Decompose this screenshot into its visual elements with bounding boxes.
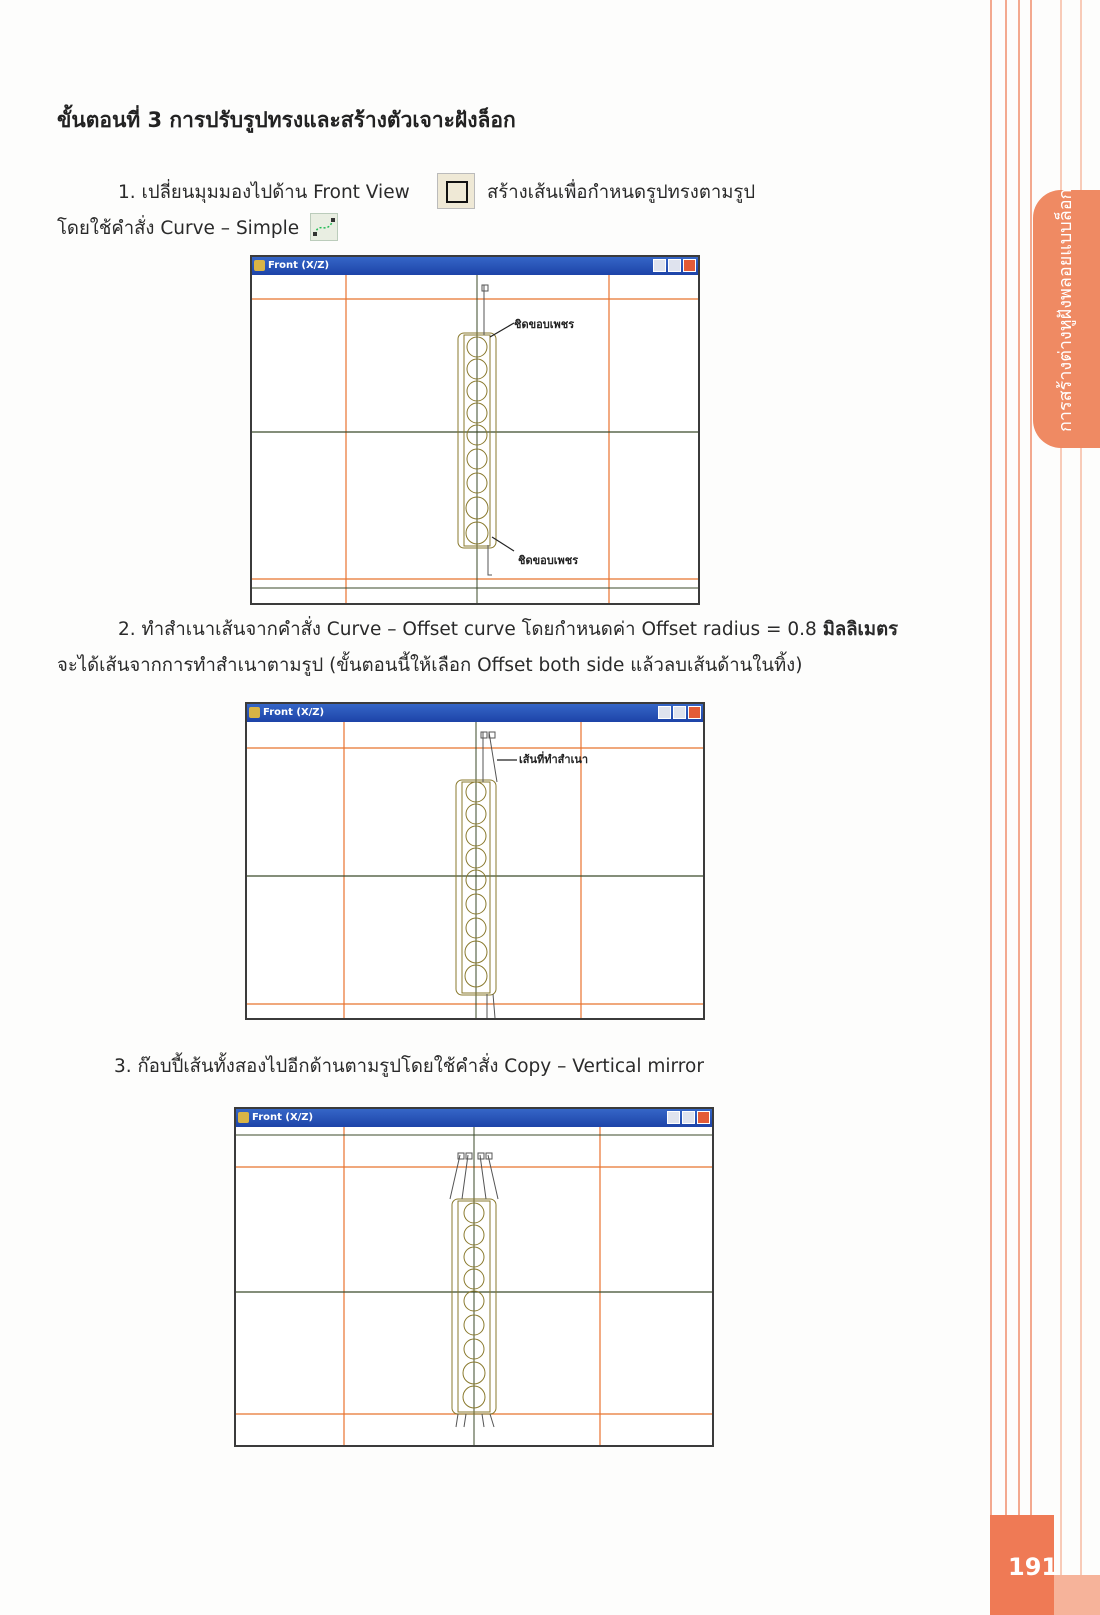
step1-line1-continued: สร้างเส้นเพื่อกำหนดรูปทรงตามรูป	[487, 182, 756, 203]
window-titlebar	[252, 257, 698, 275]
step1-line1-text: 1. เปลี่ยนมุมมองไปด้าน Front View	[118, 182, 410, 203]
callout-label: ชิดขอบเพชร	[514, 318, 575, 331]
page-number: 191	[1008, 1553, 1059, 1581]
viewport-drawing	[252, 275, 698, 603]
minimize-icon[interactable]	[667, 1111, 680, 1124]
window-title: Front (X/Z)	[263, 707, 325, 718]
viewport[interactable]	[252, 275, 698, 603]
chapter-side-title: การสร้างต่างหูฝังพลอยแบบล็อก	[1055, 188, 1076, 432]
step2-line1-text	[118, 615, 898, 644]
decor-stripe	[1005, 0, 1007, 1615]
app-icon	[254, 260, 265, 271]
step2-line2-text: จะได้เส้นจากการทำสำเนาตามรูป (ขั้นตอนนี้ให้เลือก Offset both side แล้วลบเส้นด้านในทิ้ง)	[57, 655, 803, 676]
decor-stripe	[1030, 0, 1032, 1615]
cad-window-front-3	[234, 1107, 714, 1447]
curve-simple-icon	[310, 213, 338, 241]
front-view-icon	[437, 173, 475, 209]
decor-stripe	[990, 0, 992, 1615]
decor-stripe	[1018, 0, 1020, 1615]
maximize-icon[interactable]	[673, 706, 686, 719]
window-title: Front (X/Z)	[268, 260, 330, 271]
close-icon[interactable]	[688, 706, 701, 719]
minimize-icon[interactable]	[658, 706, 671, 719]
app-icon	[249, 707, 260, 718]
window-title: Front (X/Z)	[252, 1112, 314, 1123]
maximize-icon[interactable]	[668, 259, 681, 272]
step2-unit-bold: มิลลิเมตร	[822, 619, 899, 640]
maximize-icon[interactable]	[682, 1111, 695, 1124]
step1-line2-text: โดยใช้คำสั่ง Curve – Simple	[57, 218, 300, 239]
step-heading: ขั้นตอนที่ 3 การปรับรูปทรงและสร้างตัวเจาะฝังล็อก	[57, 108, 516, 132]
step2-line1-regular: 2. ทำสำเนาเส้นจากคำสั่ง Curve – Offset curve โดยกำหนดค่า Offset radius = 0.8	[118, 619, 817, 640]
window-titlebar	[247, 704, 703, 722]
close-icon[interactable]	[697, 1111, 710, 1124]
page-number-decor	[1054, 1575, 1100, 1615]
window-titlebar	[236, 1109, 712, 1127]
viewport-drawing	[247, 722, 703, 1018]
viewport-drawing	[236, 1127, 712, 1445]
callout-label: ชิดขอบเพชร	[518, 554, 579, 567]
app-icon	[238, 1112, 249, 1123]
viewport[interactable]	[236, 1127, 712, 1445]
cad-window-front-2	[245, 702, 705, 1020]
close-icon[interactable]	[683, 259, 696, 272]
callout-label: เส้นที่ทำสำเนา	[519, 753, 589, 766]
step3-line1-text: 3. ก๊อบปี้เส้นทั้งสองไปอีกด้านตามรูปโดยใช้คำสั่ง Copy – Vertical mirror	[114, 1056, 704, 1077]
cad-window-front-1	[250, 255, 700, 605]
minimize-icon[interactable]	[653, 259, 666, 272]
viewport[interactable]	[247, 722, 703, 1018]
